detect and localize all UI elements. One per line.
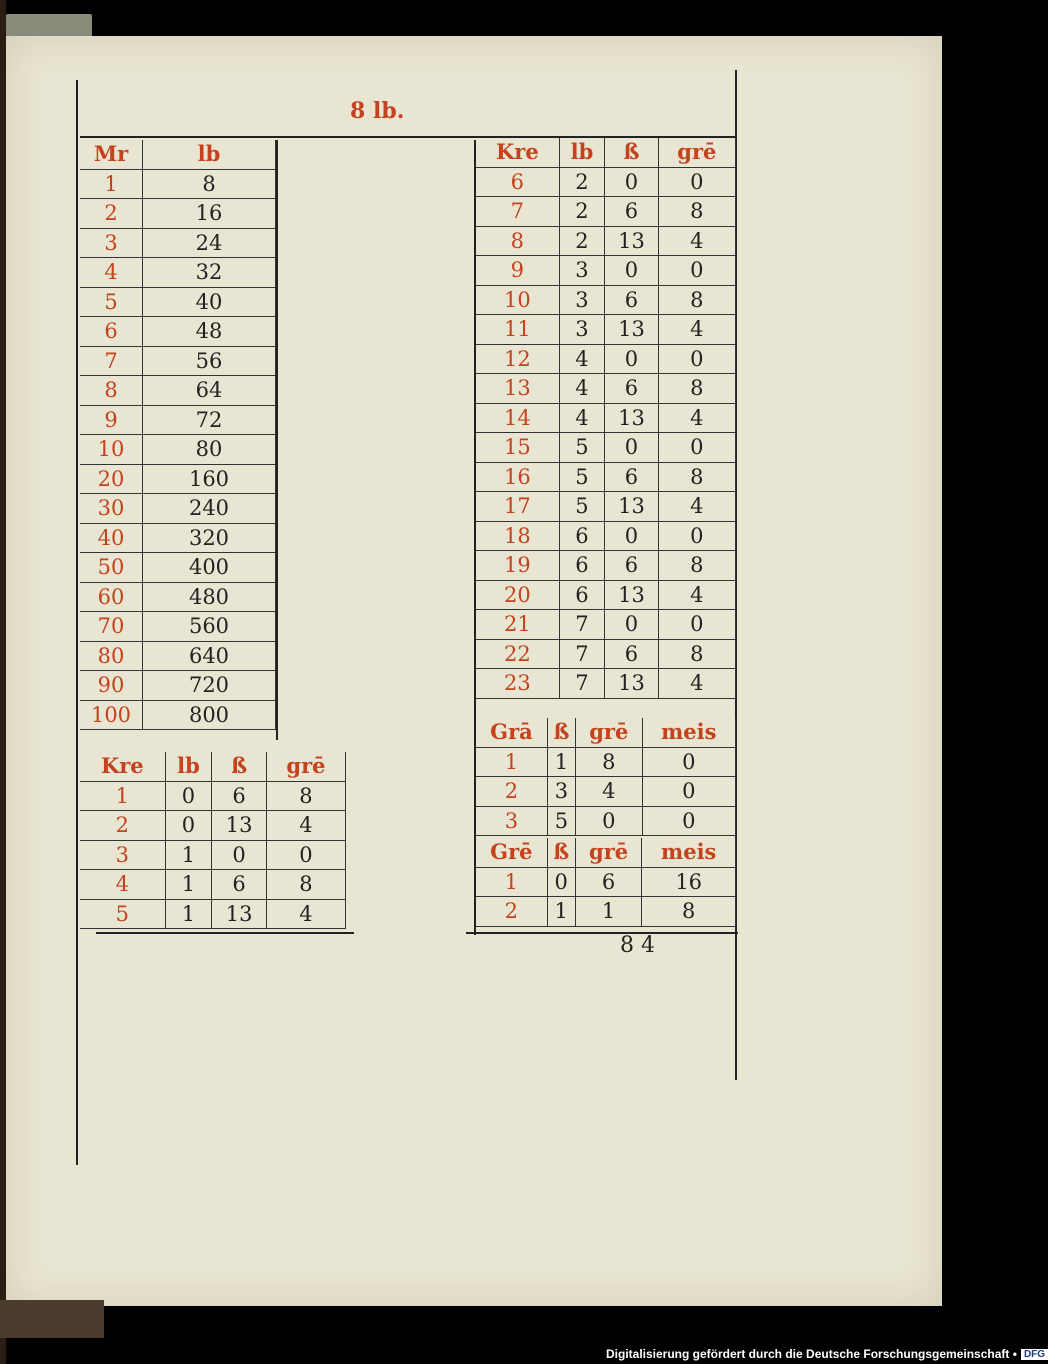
table-cell: 0: [547, 867, 575, 897]
table-cell: 3: [559, 256, 605, 286]
table-header-row: [80, 140, 276, 169]
column-header: ß: [605, 138, 658, 167]
table-row: [476, 747, 736, 777]
table-cell: 1: [165, 899, 212, 929]
row-label: 1: [80, 781, 165, 811]
row-label: 80: [80, 641, 143, 671]
table-cell: 8: [266, 870, 345, 900]
page-header: 8 lb.: [350, 98, 405, 124]
column-header: lb: [165, 752, 212, 781]
table-cell: 160: [143, 464, 276, 494]
table-cell: 2: [559, 226, 605, 256]
table-row: [476, 433, 736, 463]
table-cell: 13: [212, 811, 267, 841]
table-row: [476, 256, 736, 286]
row-label: 11: [476, 315, 559, 345]
table-cell: 6: [559, 521, 605, 551]
table-cell: 8: [576, 747, 642, 777]
row-label: 1: [476, 747, 547, 777]
table-row: [476, 580, 736, 610]
table-row: [80, 811, 346, 841]
table-cell: 3: [547, 777, 575, 807]
table-cell: 40: [143, 287, 276, 317]
table-row: [476, 610, 736, 640]
column-header: Kre: [80, 752, 165, 781]
table-header-row: [476, 138, 736, 167]
table-cell: 720: [143, 671, 276, 701]
table-row: [476, 806, 736, 836]
table-row: [476, 462, 736, 492]
column-header: lb: [143, 140, 276, 169]
table-row: [476, 315, 736, 345]
row-label: 30: [80, 494, 143, 524]
column-header: meis: [642, 718, 735, 747]
table-row: [476, 777, 736, 807]
table-cell: 0: [658, 521, 735, 551]
row-label: 13: [476, 374, 559, 404]
table-row: [80, 840, 346, 870]
table-cell: 480: [143, 582, 276, 612]
table-row: [476, 167, 736, 197]
table-cell: 4: [266, 811, 345, 841]
table-cell: 1: [575, 897, 642, 927]
table-cell: 4: [266, 899, 345, 929]
row-label: 20: [80, 464, 143, 494]
row-label: 21: [476, 610, 559, 640]
table-cell: 4: [658, 492, 735, 522]
table-row: [476, 374, 736, 404]
row-label: 12: [476, 344, 559, 374]
row-label: 9: [476, 256, 559, 286]
column-header: Grē: [476, 838, 547, 867]
table-row: [80, 199, 276, 229]
table-row: [80, 346, 276, 376]
table-cell: 13: [212, 899, 267, 929]
table-gren: [476, 838, 736, 927]
table-cell: 6: [605, 551, 658, 581]
table-cell: 8: [642, 897, 736, 927]
table-cell: 16: [143, 199, 276, 229]
table-cell: 13: [605, 669, 658, 699]
table-cell: 400: [143, 553, 276, 583]
row-label: 7: [476, 197, 559, 227]
book-binding-corner: [0, 1300, 104, 1338]
table-cell: 0: [605, 344, 658, 374]
row-label: 90: [80, 671, 143, 701]
row-label: 2: [80, 199, 143, 229]
row-label: 17: [476, 492, 559, 522]
row-label: 10: [80, 435, 143, 465]
table-cell: 6: [605, 462, 658, 492]
table-cell: 7: [559, 639, 605, 669]
table-cell: 0: [658, 256, 735, 286]
table-kreuzer-6-23: [476, 138, 736, 699]
table-cell: 1: [547, 747, 575, 777]
table-cell: 80: [143, 435, 276, 465]
digitization-credit: [606, 1347, 1048, 1361]
row-label: 16: [476, 462, 559, 492]
row-label: 3: [80, 228, 143, 258]
row-label: 40: [80, 523, 143, 553]
table-cell: 48: [143, 317, 276, 347]
table-cell: 0: [165, 781, 212, 811]
row-label: 20: [476, 580, 559, 610]
table-cell: 8: [658, 639, 735, 669]
table-cell: 0: [605, 610, 658, 640]
table-cell: 6: [575, 867, 642, 897]
table-cell: 4: [576, 777, 642, 807]
table-row: [476, 344, 736, 374]
table-cell: 0: [658, 167, 735, 197]
row-label: 100: [80, 700, 143, 730]
table-row: [476, 551, 736, 581]
table-row: [80, 700, 276, 730]
table-cell: 8: [658, 285, 735, 315]
table-cell: 8: [143, 169, 276, 199]
table-cell: 0: [605, 521, 658, 551]
table-cell: 1: [165, 870, 212, 900]
table-marks: [80, 140, 276, 730]
table-cell: 0: [165, 811, 212, 841]
table-cell: 13: [605, 403, 658, 433]
table-cell: 240: [143, 494, 276, 524]
table-cell: 0: [212, 840, 267, 870]
row-label: 2: [80, 811, 165, 841]
table-cell: 8: [658, 462, 735, 492]
table-cell: 0: [642, 806, 735, 836]
table-row: [80, 376, 276, 406]
table-cell: 4: [559, 374, 605, 404]
table-cell: 5: [559, 462, 605, 492]
table-row: [80, 582, 276, 612]
table-row: [80, 228, 276, 258]
table-cell: 6: [605, 639, 658, 669]
table-cell: 560: [143, 612, 276, 642]
table-cell: 4: [559, 344, 605, 374]
table-row: [80, 287, 276, 317]
table-cell: 3: [559, 285, 605, 315]
table-cell: 13: [605, 580, 658, 610]
left-bottom-rule: [96, 932, 354, 934]
table-cell: 4: [658, 669, 735, 699]
table-row: [476, 897, 736, 927]
table-row: [80, 169, 276, 199]
column-header: meis: [642, 838, 736, 867]
column-header: ß: [547, 718, 575, 747]
table-cell: 0: [658, 344, 735, 374]
column-header: Kre: [476, 138, 559, 167]
row-label: 60: [80, 582, 143, 612]
row-label: 3: [476, 806, 547, 836]
table-cell: 64: [143, 376, 276, 406]
credit-text: Digitalisierung gefördert durch die Deutsche Forschungsgemeinschaft •: [606, 1347, 1017, 1361]
table-row: [80, 405, 276, 435]
left-table-column-rule: [276, 140, 278, 740]
table-cell: 3: [559, 315, 605, 345]
row-label: 3: [80, 840, 165, 870]
row-label: 4: [80, 870, 165, 900]
column-header: grē: [575, 838, 642, 867]
row-label: 18: [476, 521, 559, 551]
table-header-row: [80, 752, 346, 781]
table-row: [80, 317, 276, 347]
table-cell: 4: [658, 403, 735, 433]
table-cell: 0: [605, 433, 658, 463]
table-cell: 16: [642, 867, 736, 897]
column-header: lb: [559, 138, 605, 167]
table-row: [80, 870, 346, 900]
table-cell: 56: [143, 346, 276, 376]
table-cell: 7: [559, 610, 605, 640]
table-cell: 1: [165, 840, 212, 870]
table-row: [476, 639, 736, 669]
row-label: 1: [476, 867, 547, 897]
table-cell: 6: [212, 870, 267, 900]
table-row: [80, 641, 276, 671]
table-cell: 6: [605, 197, 658, 227]
row-label: 14: [476, 403, 559, 433]
table-cell: 5: [559, 433, 605, 463]
table-cell: 0: [576, 806, 642, 836]
table-kreuzer-1-5: [80, 752, 346, 929]
table-cell: 13: [605, 492, 658, 522]
table-cell: 5: [547, 806, 575, 836]
table-cell: 8: [658, 197, 735, 227]
table-cell: 32: [143, 258, 276, 288]
table-cell: 5: [559, 492, 605, 522]
table-row: [476, 285, 736, 315]
row-label: 2: [476, 897, 547, 927]
table-cell: 0: [266, 840, 345, 870]
table-cell: 4: [559, 403, 605, 433]
table-gran: [476, 718, 736, 836]
dfg-logo: DFG: [1021, 1349, 1048, 1360]
left-margin-rule: [76, 80, 78, 1165]
column-header: grē: [576, 718, 642, 747]
table-row: [476, 197, 736, 227]
table-row: [476, 226, 736, 256]
table-cell: 6: [605, 285, 658, 315]
table-row: [80, 523, 276, 553]
table-row: [80, 258, 276, 288]
column-header: ß: [547, 838, 575, 867]
table-cell: 320: [143, 523, 276, 553]
table-cell: 72: [143, 405, 276, 435]
table-cell: 6: [212, 781, 267, 811]
row-label: 8: [80, 376, 143, 406]
table-row: [80, 464, 276, 494]
table-cell: 0: [605, 167, 658, 197]
table-cell: 8: [658, 374, 735, 404]
footer-page-number: 8 4: [620, 933, 655, 958]
table-cell: 4: [658, 315, 735, 345]
table-cell: 7: [559, 669, 605, 699]
table-row: [80, 781, 346, 811]
row-label: 70: [80, 612, 143, 642]
column-header: grē: [658, 138, 735, 167]
table-header-row: [476, 718, 736, 747]
table-cell: 8: [658, 551, 735, 581]
right-bottom-rule: [466, 932, 738, 934]
column-header: grē: [266, 752, 345, 781]
row-label: 5: [80, 287, 143, 317]
row-label: 8: [476, 226, 559, 256]
table-row: [476, 521, 736, 551]
table-cell: 2: [559, 167, 605, 197]
column-header: ß: [212, 752, 267, 781]
table-cell: 0: [642, 777, 735, 807]
table-cell: 0: [658, 610, 735, 640]
table-cell: 640: [143, 641, 276, 671]
table-cell: 13: [605, 315, 658, 345]
table-cell: 0: [642, 747, 735, 777]
table-row: [80, 612, 276, 642]
row-label: 19: [476, 551, 559, 581]
table-row: [80, 671, 276, 701]
table-cell: 1: [547, 897, 575, 927]
row-label: 2: [476, 777, 547, 807]
table-header-row: [476, 838, 736, 867]
table-row: [476, 669, 736, 699]
table-cell: 6: [559, 580, 605, 610]
table-cell: 8: [266, 781, 345, 811]
row-label: 23: [476, 669, 559, 699]
row-label: 7: [80, 346, 143, 376]
table-cell: 0: [658, 433, 735, 463]
table-cell: 0: [605, 256, 658, 286]
table-cell: 13: [605, 226, 658, 256]
table-cell: 4: [658, 226, 735, 256]
table-row: [476, 867, 736, 897]
row-label: 6: [80, 317, 143, 347]
row-label: 5: [80, 899, 165, 929]
table-row: [476, 492, 736, 522]
table-row: [476, 403, 736, 433]
row-label: 22: [476, 639, 559, 669]
row-label: 6: [476, 167, 559, 197]
table-row: [80, 553, 276, 583]
row-label: 4: [80, 258, 143, 288]
table-cell: 24: [143, 228, 276, 258]
row-label: 50: [80, 553, 143, 583]
table-cell: 2: [559, 197, 605, 227]
table-row: [80, 494, 276, 524]
row-label: 10: [476, 285, 559, 315]
table-row: [80, 435, 276, 465]
row-label: 9: [80, 405, 143, 435]
table-row: [80, 899, 346, 929]
table-cell: 6: [605, 374, 658, 404]
column-header: Mr: [80, 140, 143, 169]
row-label: 1: [80, 169, 143, 199]
table-cell: 800: [143, 700, 276, 730]
column-header: Grā: [476, 718, 547, 747]
table-cell: 6: [559, 551, 605, 581]
table-cell: 4: [658, 580, 735, 610]
row-label: 15: [476, 433, 559, 463]
